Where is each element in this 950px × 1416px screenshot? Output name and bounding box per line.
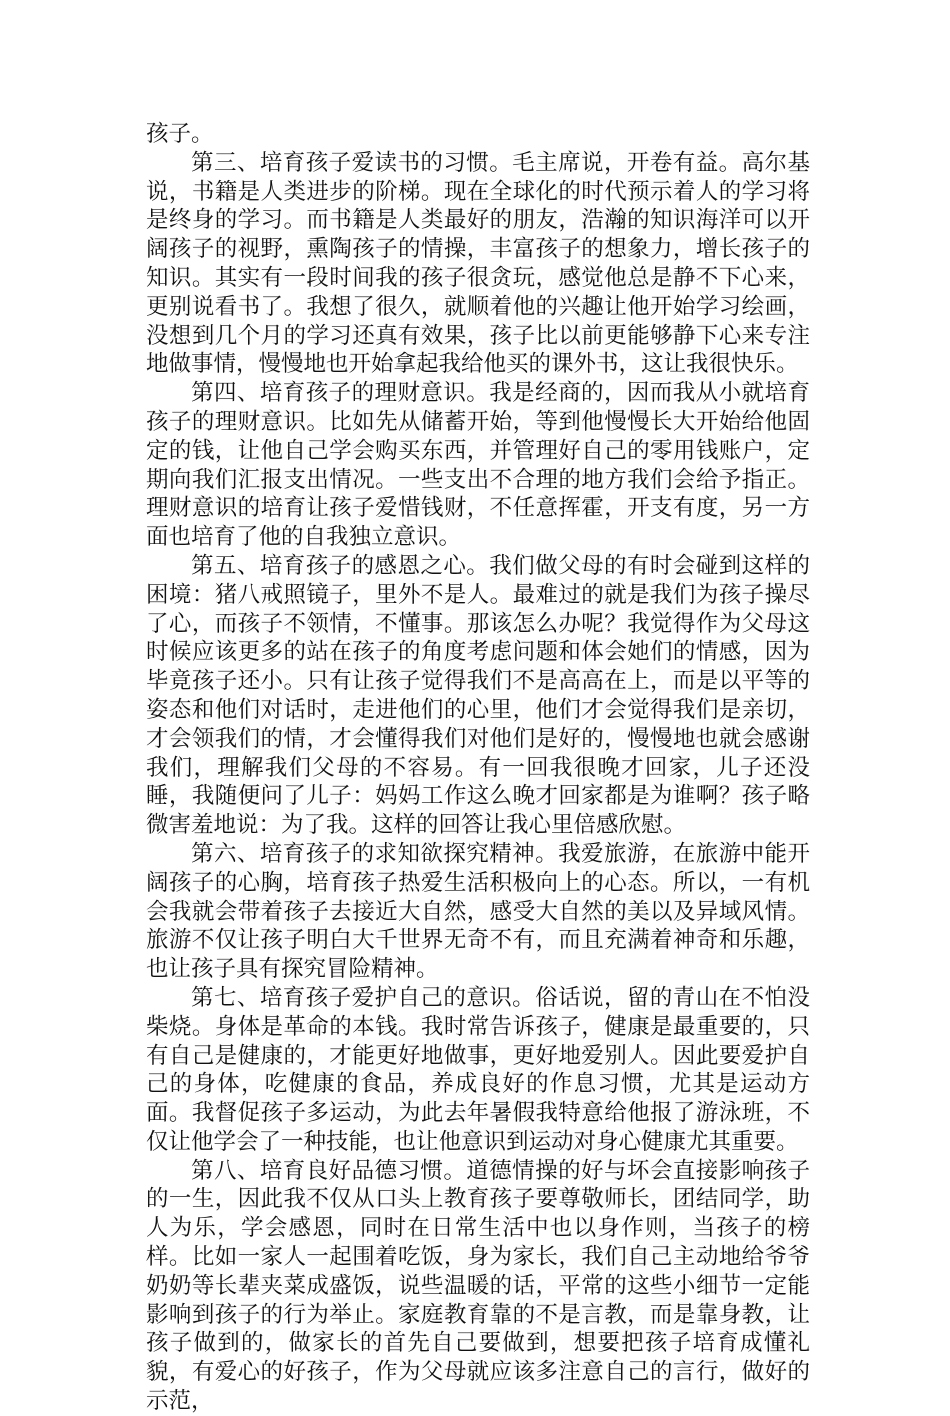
paragraph-gratitude: 第五、培育孩子的感恩之心。我们做父母的有时会碰到这样的困境：猪八戒照镜子，里外不是人。最难过的就是我们为孩子操尽了心，而孩子不领情，不懂事。那该怎么办呢？我觉得作为父母这时候应该更多的站在孩子的角度考虑问题和体会她们的情感，因为毕竟孩子还小。只有让孩子觉得我们不是高高在上，而是以平等的姿态和他们对话时，走进他们的心里，他们才会觉得我们是亲切，才会领我们的情，才会懂得我们对他们是好的，慢慢地也就会感谢我们，理解我们父母的不容易。有一回我很晚才回家，儿子还没睡，我随便问了儿子：妈妈工作这么晚才回家都是为谁啊？孩子略微害羞地说：为了我。这样的回答让我心里倍感欣慰。 (146, 552, 810, 839)
paragraph-self-care: 第七、培育孩子爱护自己的意识。俗话说，留的青山在不怕没柴烧。身体是革命的本钱。我时常告诉孩子，健康是最重要的，只有自己是健康的，才能更好地做事，更好地爱别人。因此要爱护自己的身体，吃健康的食品，养成良好的作息习惯，尤其是运动方面。我督促孩子多运动，为此去年暑假我特意给他报了游泳班，不仅让他学会了一种技能，也让他意识到运动对身心健康尤其重要。 (146, 984, 810, 1155)
paragraph-continuation: 孩子。 (146, 121, 214, 147)
paragraph-reading-habit: 第三、培育孩子爱读书的习惯。毛主席说，开卷有益。高尔基说，书籍是人类进步的阶梯。现在全球化的时代预示着人的学习将是终身的学习。而书籍是人类最好的朋友，浩瀚的知识海洋可以开阔孩子的视野，熏陶孩子的情操，丰富孩子的想象力，增长孩子的知识。其实有一段时间我的孩子很贪玩，感觉他总是静不下心来，更别说看书了。我想了很久，就顺着他的兴趣让他开始学习绘画，没想到几个月的学习还真有效果，孩子比以前更能够静下心来专注地做事情，慢慢地也开始拿起我给他买的课外书，这让我很快乐。 (146, 149, 810, 378)
paragraph-moral-habits: 第八、培育良好品德习惯。道德情操的好与坏会直接影响孩子的一生，因此我不仅从口头上教育孩子要尊敬师长，团结同学，助人为乐，学会感恩，同时在日常生活中也以身作则，当孩子的榜样。比如一家人一起围着吃饭，身为家长，我们自己主动地给爷爷奶奶等长辈夹菜成盛饭，说些温暖的话，平常的这些小细节一定能影响到孩子的行为举止。家庭教育靠的不是言教，而是靠身教，让孩子做到的，做家长的首先自己要做到，想要把孩子培育成懂礼貌，有爱心的好孩子，作为父母就应该多注意自己的言行，做好的示范， (146, 1157, 810, 1415)
paragraph-financial-awareness: 第四、培育孩子的理财意识。我是经商的，因而我从小就培育孩子的理财意识。比如先从储蓄开始，等到他慢慢长大开始给他固定的钱，让他自己学会购买东西，并管理好自己的零用钱账户，定期向我们汇报支出情况。一些支出不合理的地方我们会给予指正。理财意识的培育让孩子爱惜钱财，不任意挥霍，开支有度，另一方面也培育了他的自我独立意识。 (146, 380, 810, 551)
paragraph-curiosity: 第六、培育孩子的求知欲探究精神。我爱旅游，在旅游中能开阔孩子的心胸，培育孩子热爱生活积极向上的心态。所以，一有机会我就会带着孩子去接近大自然，感受大自然的美以及异域风情。旅游不仅让孩子明白大千世界无奇不有，而且充满着神奇和乐趣，也让孩子具有探究冒险精神。 (146, 840, 810, 983)
document-body (146, 120, 810, 1416)
